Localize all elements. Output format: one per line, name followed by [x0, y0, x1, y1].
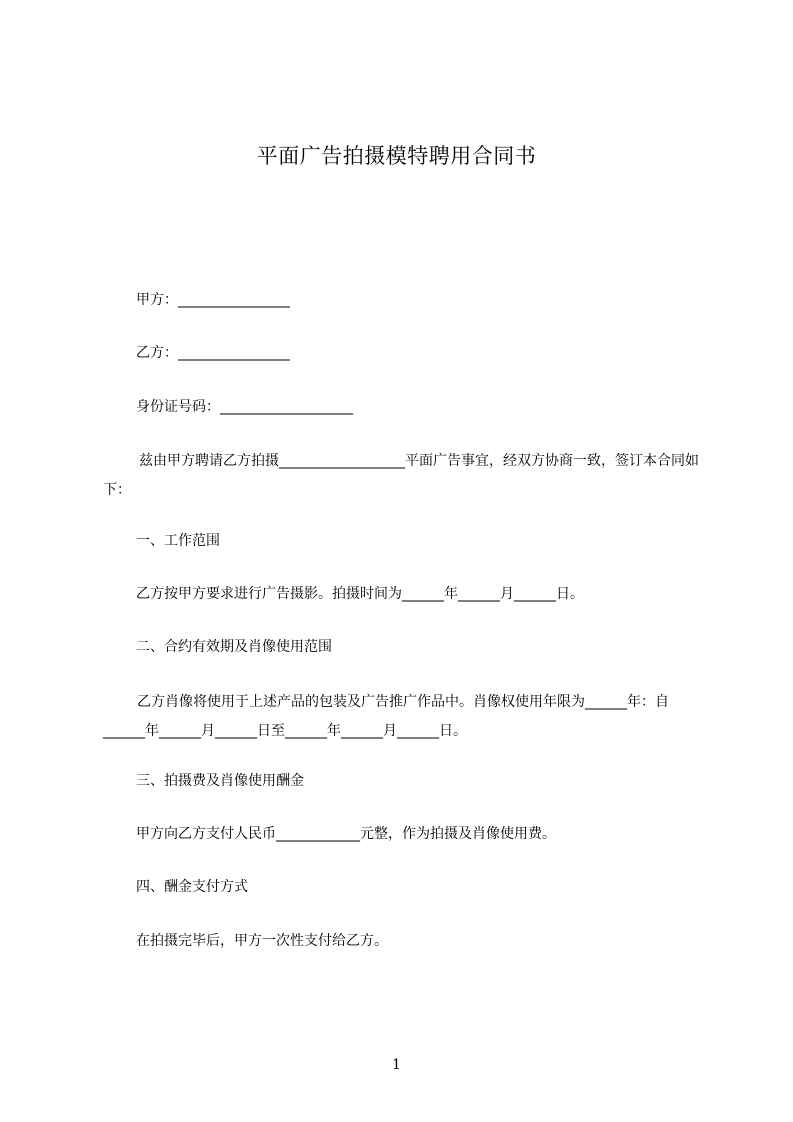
section-1-heading: 一、工作范围 — [136, 533, 220, 549]
party-b-line: 乙方：________________ — [136, 345, 290, 361]
id-number-line: 身份证号码：___________________ — [136, 399, 353, 415]
section-2-body: 乙方肖像将使用于上述产品的包装及广告推广作品中。肖像权使用年限为______年：自______年______月______日至______年______月______日。 — [103, 694, 669, 739]
document-title: 平面广告拍摄模特聘用合同书 — [256, 144, 537, 168]
section-2-heading: 二、合约有效期及肖像使用范围 — [136, 639, 332, 655]
section-1-body: 乙方按甲方要求进行广告摄影。拍摄时间为______年______月______日。 — [136, 586, 584, 602]
page-number: 1 — [392, 1057, 401, 1073]
section-4-body: 在拍摄完毕后，甲方一次性支付给乙方。 — [136, 933, 388, 949]
party-a-line: 甲方：________________ — [136, 292, 290, 308]
intro-paragraph: 兹由甲方聘请乙方拍摄__________________平面广告事宜，经双方协商一致，签订本合同如下： — [103, 453, 699, 498]
section-3-body: 甲方向乙方支付人民币____________元整，作为拍摄及肖像使用费。 — [136, 826, 556, 842]
section-3-heading: 三、拍摄费及肖像使用酬金 — [136, 773, 304, 789]
section-4-heading: 四、酬金支付方式 — [136, 879, 248, 895]
